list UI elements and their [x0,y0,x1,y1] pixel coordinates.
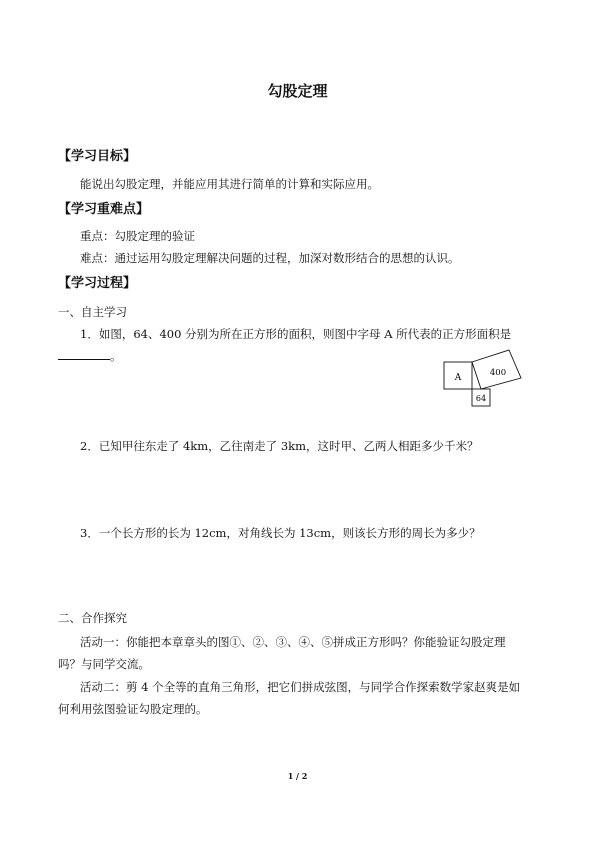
part2-title: 二、合作探究 [58,611,127,625]
label-400: 400 [489,368,507,378]
activity-2-line-1: 活动二：剪 4 个全等的直角三角形，把它们拼成弦图，与同学合作探索数学家赵爽是如 [80,680,521,694]
activity-1-line-2: 吗？与同学交流。 [58,657,150,671]
question-1-text: 1．如图，64、400 分别为所在正方形的面积，则图中字母 A 所代表的正方形面积是 [80,327,512,341]
question-3-text: 3．一个长方形的长为 12cm，对角线长为 13cm，则该长方形的周长为多少？ [80,526,481,540]
label-a: A [454,373,462,383]
key-point-difficulty: 难点：通过运用勾股定理解决问题的过程，加深对数形结合的思想的认识。 [80,251,460,265]
goals-text: 能说出勾股定理，并能应用其进行简单的计算和实际应用。 [80,177,379,191]
question-1-answer-line [58,348,122,364]
key-points-heading: 【学习重难点】 [58,202,150,217]
key-point-focus: 重点：勾股定理的验证 [80,229,195,243]
label-64: 64 [475,394,487,403]
activity-2-line-2: 何利用弦图验证勾股定理的。 [58,702,208,716]
page-title: 勾股定理 [267,82,328,100]
question-1-end: 。 [110,349,122,363]
page-number: 1 / 2 [287,771,308,781]
activity-1-line-1: 活动一：你能把本章章头的图①、②、③、④、⑤拼成正方形吗？你能验证勾股定理 [80,635,506,649]
part1-title: 一、自主学习 [58,305,127,319]
pythagoras-square-figure [440,348,525,408]
process-heading: 【学习过程】 [58,276,137,291]
answer-blank[interactable] [58,348,110,360]
question-2-text: 2．已知甲往东走了 4km，乙往南走了 3km，这时甲、乙两人相距多少千米？ [80,439,479,453]
goals-heading: 【学习目标】 [58,149,137,164]
